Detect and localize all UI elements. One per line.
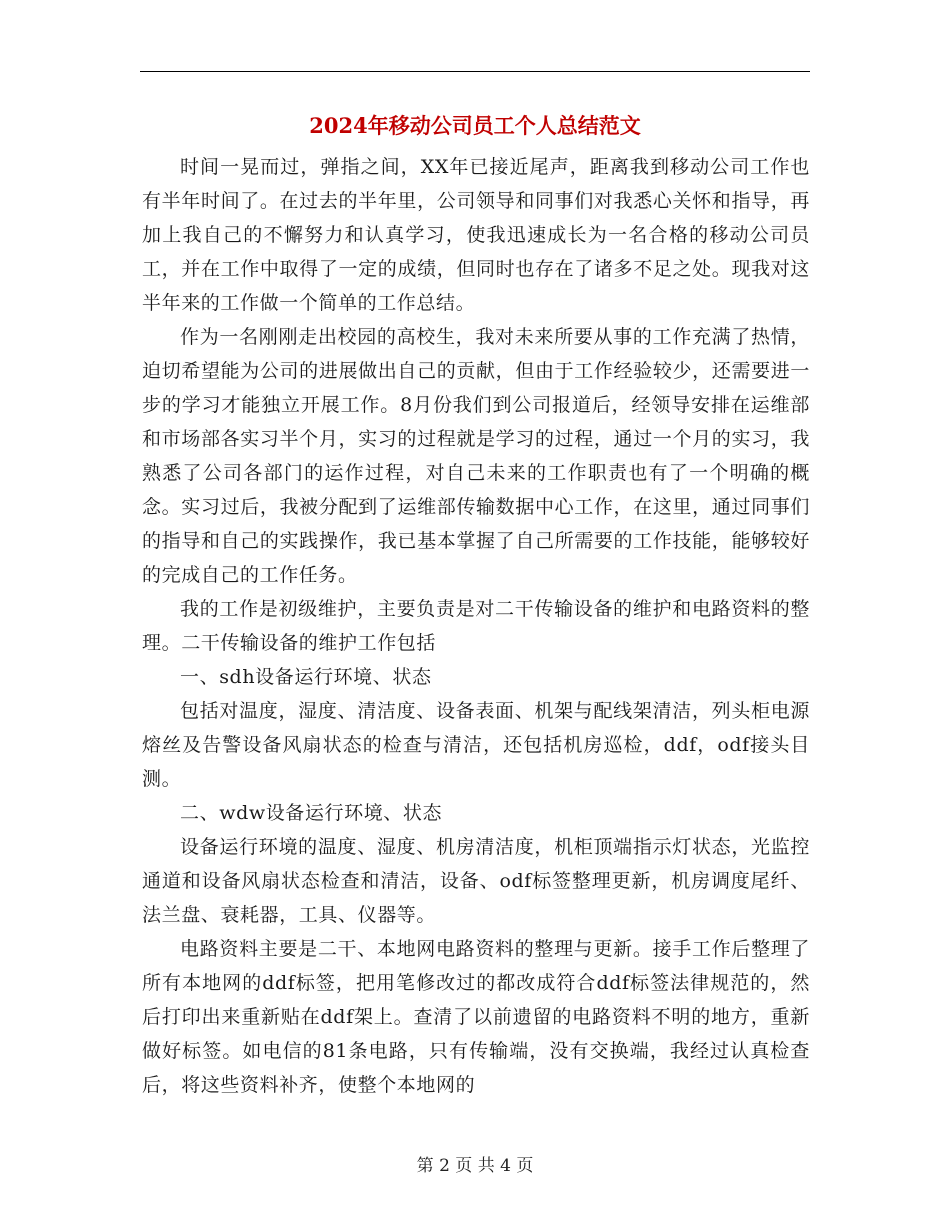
paragraph-background: 作为一名刚刚走出校园的高校生，我对未来所要从事的工作充满了热情，迫切希望能为公司的进展做出自己的贡献，但由于工作经验较少，还需要进一步的学习才能独立开展工作。8月份我们到公司报道后，经领导安排在运维部和市场部各实习半个月，实习的过程就是学习的过程，通过一个月的实习，我熟悉了公司各部门的运作过程，对自己未来的工作职责也有了一个明确的概念。实习过后，我被分配到了运维部传输数据中心工作，在这里，通过同事们的指导和自己的实践操作，我已基本掌握了自己所需要的工作技能，能够较好的完成自己的工作任务。 — [142, 326, 810, 586]
page-number: 第 2 页 共 4 页 — [416, 1156, 534, 1176]
paragraph-wdw: 设备运行环境的温度、湿度、机房清洁度，机柜顶端指示灯状态，光监控通道和设备风扇状态检查和清洁，设备、odf标签整理更新，机房调度尾纤、法兰盘、衰耗器，工具、仪器等。 — [142, 836, 810, 926]
document-body — [142, 150, 810, 1102]
paragraph-duties: 我的工作是初级维护，主要负责是对二干传输设备的维护和电路资料的整理。二干传输设备的维护工作包括 — [142, 598, 810, 654]
header-rule — [140, 71, 810, 72]
section-heading-wdw: 二、wdw设备运行环境、状态 — [180, 802, 443, 824]
document-title: 2024年移动公司员工个人总结范文 — [309, 113, 641, 138]
paragraph-circuit-data: 电路资料主要是二干、本地网电路资料的整理与更新。接手工作后整理了所有本地网的ddf标签，把用笔修改过的都改成符合ddf标签法律规范的，然后打印出来重新贴在ddf架上。查清了以前遗留的电路资料不明的地方，重新做好标签。如电信的81条电路，只有传输端，没有交换端，我经过认真检查后，将这些资料补齐，使整个本地网的 — [142, 938, 810, 1096]
paragraph-sdh: 包括对温度，湿度、清洁度、设备表面、机架与配线架清洁，列头柜电源熔丝及告警设备风扇状态的检查与清洁，还包括机房巡检，ddf，odf接头目测。 — [142, 700, 810, 790]
paragraph-intro: 时间一晃而过，弹指之间，XX年已接近尾声，距离我到移动公司工作也有半年时间了。在过去的半年里，公司领导和同事们对我悉心关怀和指导，再加上我自己的不懈努力和认真学习，使我迅速成长为一名合格的移动公司员工，并在工作中取得了一定的成绩，但同时也存在了诸多不足之处。现我对这半年来的工作做一个简单的工作总结。 — [142, 156, 810, 314]
section-heading-sdh: 一、sdh设备运行环境、状态 — [180, 666, 432, 688]
